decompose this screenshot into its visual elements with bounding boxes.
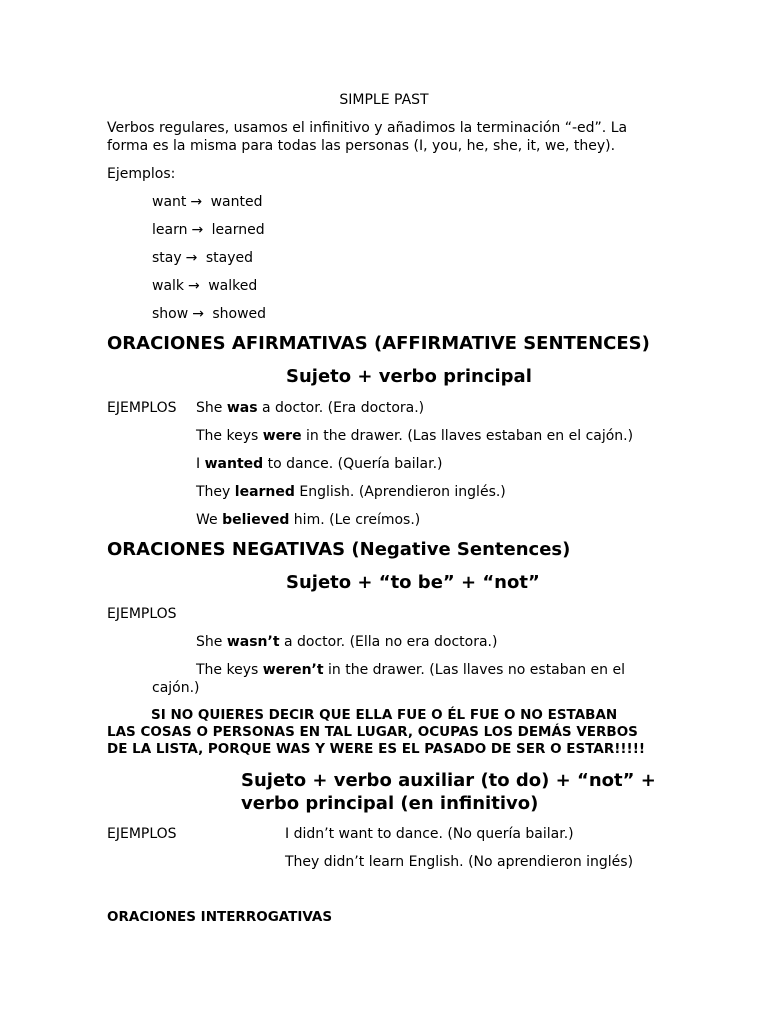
- verb-row: [152, 249, 253, 267]
- examples-label: EJEMPLOS: [107, 606, 177, 622]
- example-sentence: The keys were in the drawer. (Las llaves estaban en el cajón.): [196, 428, 634, 444]
- verb-base: walk: [152, 278, 185, 294]
- example-sentence: I didn’t want to dance. (No quería bailar.): [285, 826, 574, 842]
- verb-row: [152, 193, 263, 211]
- example-sentence: We believed him. (Le creímos.): [196, 512, 421, 528]
- example-sentence: She wasn’t a doctor. (Ella no era doctora.): [196, 634, 498, 650]
- verb-row: [152, 305, 266, 323]
- arrow-icon: →: [190, 194, 203, 210]
- verb-past: learned: [211, 222, 265, 238]
- example-sentence: The keys weren’t in the drawer. (Las llaves no estaban en el: [196, 662, 625, 678]
- auxiliary-formula-line: verbo principal (en infinitivo): [241, 793, 539, 814]
- arrow-icon: →: [185, 250, 198, 266]
- affirmative-formula: Sujeto + verbo principal: [286, 366, 532, 387]
- negative-formula: Sujeto + “to be” + “not”: [286, 572, 540, 593]
- verb-row: [152, 221, 265, 239]
- negative-heading: ORACIONES NEGATIVAS (Negative Sentences): [107, 539, 571, 560]
- verb-base: stay: [152, 250, 182, 266]
- note-line: SI NO QUIERES DECIR QUE ELLA FUE O ÉL FUE O NO ESTABAN: [151, 707, 618, 723]
- examples-label: EJEMPLOS: [107, 826, 177, 842]
- interrogative-heading: ORACIONES INTERROGATIVAS: [107, 909, 333, 925]
- auxiliary-formula-line: Sujeto + verbo auxiliar (to do) + “not” +: [241, 770, 656, 791]
- arrow-icon: →: [192, 306, 204, 322]
- page-title: SIMPLE PAST: [339, 92, 429, 108]
- verb-past: wanted: [210, 194, 263, 210]
- example-sentence: They didn’t learn English. (No aprendieron inglés): [285, 854, 634, 870]
- verb-past: showed: [212, 306, 267, 322]
- note-line: DE LA LISTA, PORQUE WAS Y WERE ES EL PASADO DE SER O ESTAR!!!!!: [107, 741, 646, 757]
- example-continuation: cajón.): [152, 680, 200, 696]
- verb-past: stayed: [205, 250, 253, 266]
- important-note: [107, 707, 667, 758]
- example-sentence: She was a doctor. (Era doctora.): [196, 400, 425, 416]
- intro-paragraph: Verbos regulares, usamos el infinitivo y añadimos la terminación “-ed”. La forma es la misma para todas las personas (I, you, he, she, it, we, they).: [107, 120, 628, 154]
- affirmative-heading: ORACIONES AFIRMATIVAS (AFFIRMATIVE SENTENCES): [107, 333, 650, 354]
- examples-label: EJEMPLOS: [107, 400, 177, 416]
- verb-row: [152, 277, 257, 295]
- arrow-icon: →: [188, 278, 200, 294]
- example-sentence: I wanted to dance. (Quería bailar.): [196, 456, 443, 472]
- examples-label: Ejemplos:: [107, 166, 176, 182]
- note-line: LAS COSAS O PERSONAS EN TAL LUGAR, OCUPAS LOS DEMÁS VERBOS: [107, 724, 638, 740]
- example-sentence: They learned English. (Aprendieron inglés.): [196, 484, 506, 500]
- verb-past: walked: [208, 278, 258, 294]
- verb-base: want: [152, 194, 187, 210]
- verb-base: show: [152, 306, 189, 322]
- arrow-icon: →: [191, 222, 204, 238]
- verb-base: learn: [152, 222, 188, 238]
